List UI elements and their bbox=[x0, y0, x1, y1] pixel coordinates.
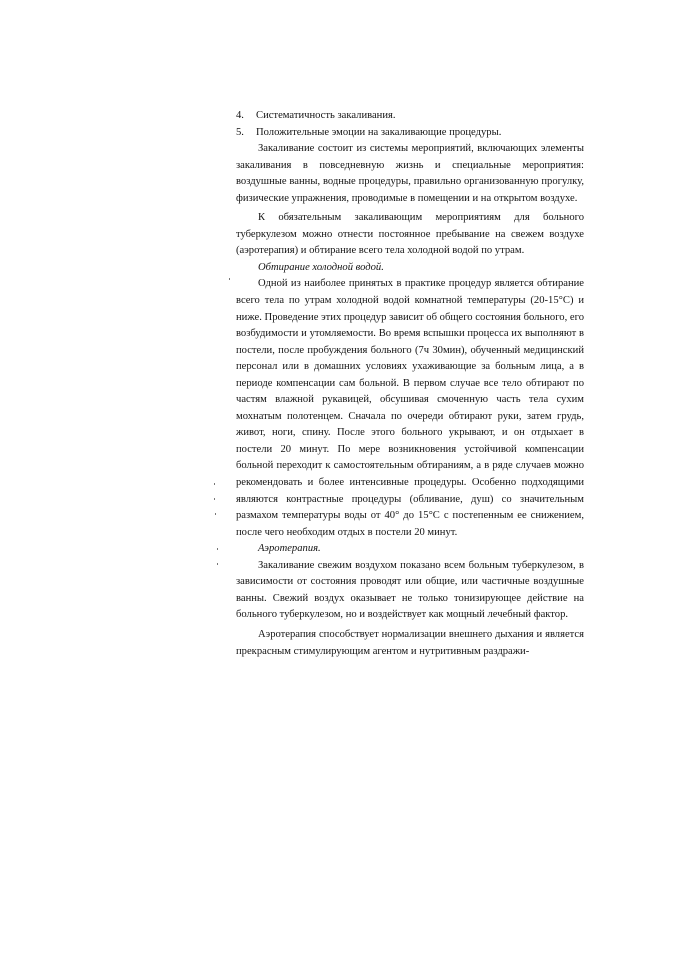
scan-speck bbox=[214, 483, 215, 485]
list-number: 5. bbox=[236, 126, 244, 138]
paragraph-mandatory-measures: К обязательным закаливающим мероприятиям для больного туберкулезом можно отнести постоянное пребывание на свежем воздухе (аэротерапия) и обтирание всего тела холодной водой по утрам. bbox=[236, 212, 584, 257]
subheading-cold-water-rubdown: Обтирание холодной водой. bbox=[258, 261, 384, 273]
list-item bbox=[236, 108, 584, 125]
paragraph-hardening-system: Закаливание состоит из системы мероприятий, включающих элементы закаливания в повседневную жизнь и специальные мероприятия: воздушные ванны, водные процедуры, правильно организованную прогулку, физические упражнения, проводимые в помещении и на открытом воздухе. bbox=[236, 143, 584, 204]
subheading-aerotherapy: Аэротерапия. bbox=[258, 543, 321, 555]
scan-speck bbox=[229, 278, 230, 280]
scan-speck bbox=[217, 548, 218, 550]
paragraph-aerotherapy-effect: Аэротерапия способствует нормализации внешнего дыхания и является прекрасным стимулирующим агентом и нутритивным раздражи- bbox=[236, 628, 584, 657]
list-text: Положительные эмоции на закаливающие процедуры. bbox=[256, 126, 502, 138]
document-text bbox=[236, 108, 584, 660]
scan-speck bbox=[217, 563, 218, 565]
scan-speck bbox=[215, 513, 216, 515]
scan-speck bbox=[214, 498, 215, 500]
list-item bbox=[236, 125, 584, 142]
paragraph-rubdown-procedure: Одной из наиболее принятых в практике процедур является обтирание всего тела по утрам холодной водой комнатной температуры (20-15°С) и ниже. Проведение этих процедур зависит об общего состояния больного, его возбудимости и утомляемости. Во время вспышки процесса их выполняют в постели, после пробуждения больного (7ч 30мин), обученный медицинский персонал или в домашних условиях ухаживающие за больным лица, а в периоде компенсации сам больной. В первом случае все тело обтирают по частям влажной рукавицей, обсушивая смоченную часть тела сухим мохнатым полотенцем. Сначала по очереди обтирают руки, затем грудь, живот, ноги, спину. После этого больного укрывают, и он отдыхает в постели 20 минут. По мере возникновения устойчивой компенсации больной переходит к самостоятельным обтираниям, а в ряде случаев можно рекомендовать и более интенсивные процедуры. Особенно подходящими являются контрастные процедуры (обливание, душ) со значительным размахом температуры воды от 40° до 15°С с постепенным ее снижением, после чего необходим отдых в постели 20 минут. bbox=[236, 278, 584, 538]
list-number: 4. bbox=[236, 110, 244, 121]
paragraph-fresh-air: Закаливание свежим воздухом показано всем больным туберкулезом, в зависимости от состояния проводят или общие, или частичные воздушные ванны. Свежий воздух оказывает не только тонизирующее действие на больного туберкулезом, но и воздействует как мощный лечебный фактор. bbox=[236, 559, 584, 621]
list-text: Систематичность закаливания. bbox=[256, 110, 396, 121]
